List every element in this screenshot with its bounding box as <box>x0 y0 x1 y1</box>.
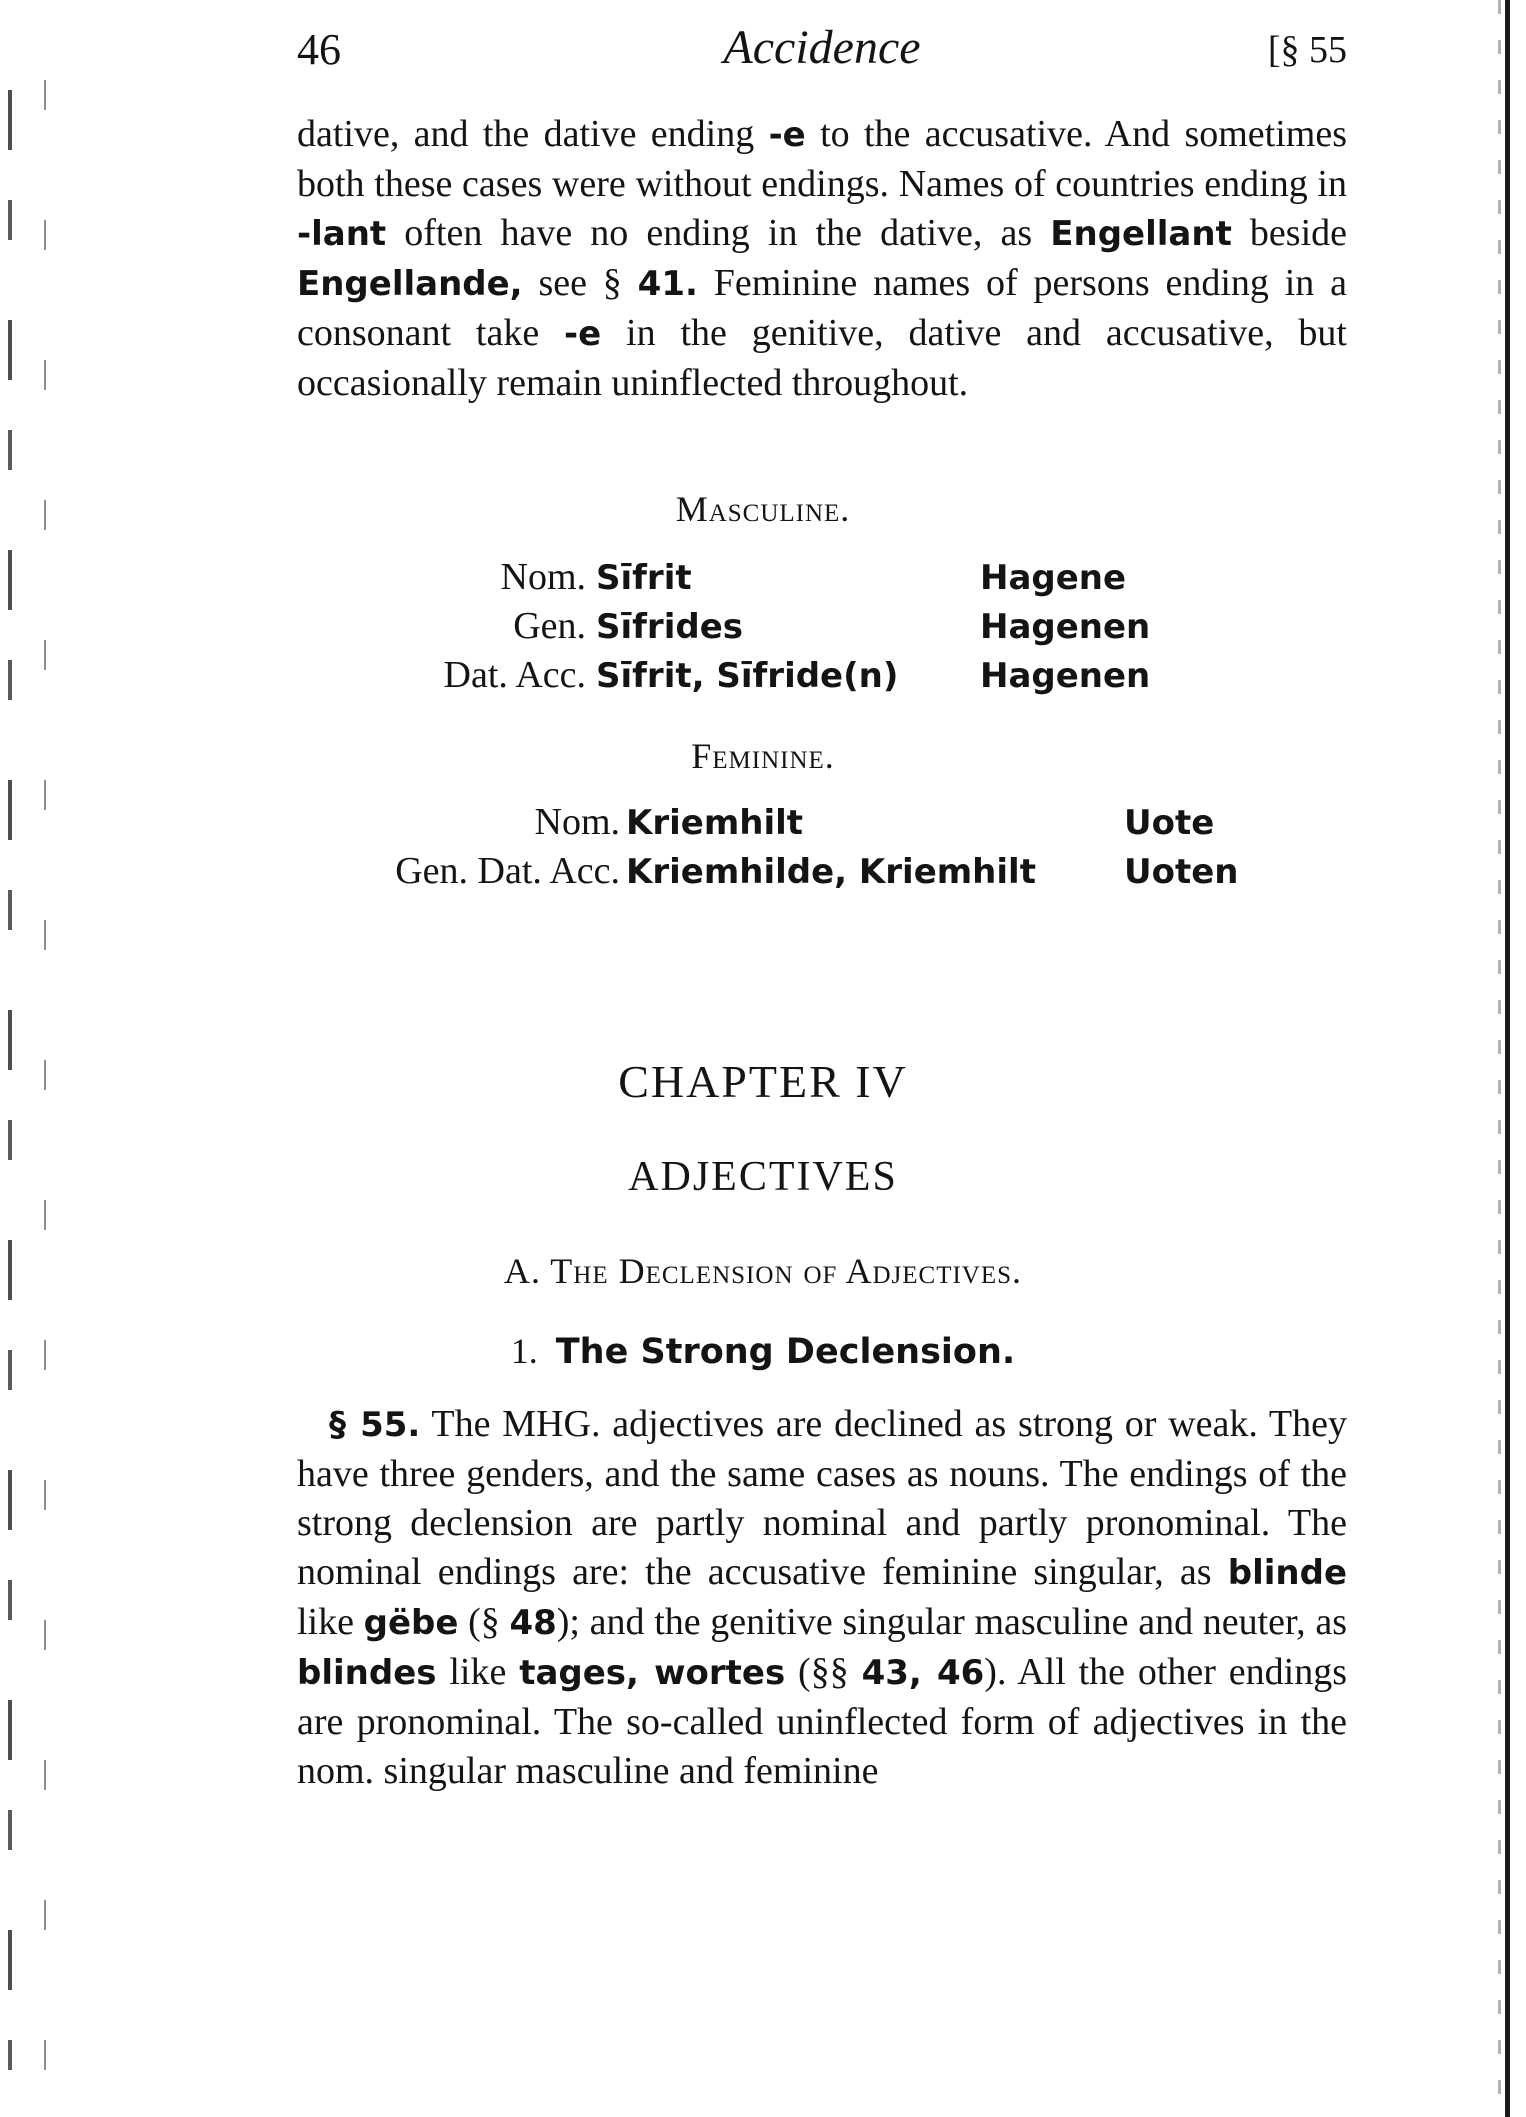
paradigm-row <box>0 555 1526 603</box>
paradigm-row <box>0 653 1526 701</box>
case-label: Gen. <box>513 605 586 647</box>
subsection-heading <box>0 1330 1526 1372</box>
paradigm-form: Sīfrides <box>596 607 743 647</box>
paradigm-form: Hagenen <box>980 607 1151 647</box>
paradigm-row <box>0 849 1526 897</box>
masculine-heading: Masculine. <box>675 489 851 529</box>
section-reference: [§ 55 <box>1267 29 1347 71</box>
section-heading: A. The Declension of Adjectives. <box>503 1251 1023 1291</box>
subsection-title: The Strong Declension. <box>555 1332 1016 1372</box>
paradigm-form: Hagenen <box>980 656 1151 696</box>
paradigm-form: Sīfrit, Sīfride(n) <box>596 656 899 696</box>
paradigm-row <box>0 800 1526 848</box>
subsection-number: 1. <box>510 1331 538 1371</box>
paradigm-form: Hagene <box>980 558 1127 598</box>
paradigm-form: Uote <box>1124 803 1215 843</box>
running-title: Accidence <box>723 21 921 74</box>
case-label: Nom. <box>534 801 620 843</box>
section-mark: § 55. <box>329 1405 421 1445</box>
paragraph-55: § 55. The MHG. adjectives are declined as strong or weak. They have three genders, and the same cases as nouns. The endings of the strong declension are partly nominal and partly pronominal. The nominal endings are: the accusative feminine singular, as blinde like gëbe (§ 48); and the genitive singular masculine and neuter, as blindes like tages, wortes (§§ 43, 46). All the other endings are pronominal. The so-called uninflected form of adjectives in the nom. singular masculine and feminine <box>297 1403 1348 1792</box>
paradigm-row <box>0 604 1526 652</box>
paradigm-form: Uoten <box>1124 852 1239 892</box>
paradigm-form: Kriemhilt <box>626 803 804 843</box>
case-label: Nom. <box>500 556 586 598</box>
chapter-number: CHAPTER IV <box>618 1056 908 1107</box>
case-label: Gen. Dat. Acc. <box>395 850 620 892</box>
feminine-heading: Feminine. <box>691 736 835 776</box>
intro-paragraph: dative, and the dative ending -e to the accusative. And sometimes both these cases were without endings. Names of countries ending in -lant often have no ending in the dative, as Engellant beside Engellande, see § 41. Feminine names of persons ending in a consonant take -e in the genitive, dative and accusative, but occasionally remain uninflected throughout. <box>297 113 1348 404</box>
running-header <box>297 20 1347 80</box>
chapter-title: ADJECTIVES <box>628 1154 898 1200</box>
paradigm-form: Kriemhilde, Kriemhilt <box>626 852 1036 892</box>
paradigm-form: Sīfrit <box>596 558 692 598</box>
case-label: Dat. Acc. <box>443 654 586 696</box>
page-number: 46 <box>297 25 341 74</box>
